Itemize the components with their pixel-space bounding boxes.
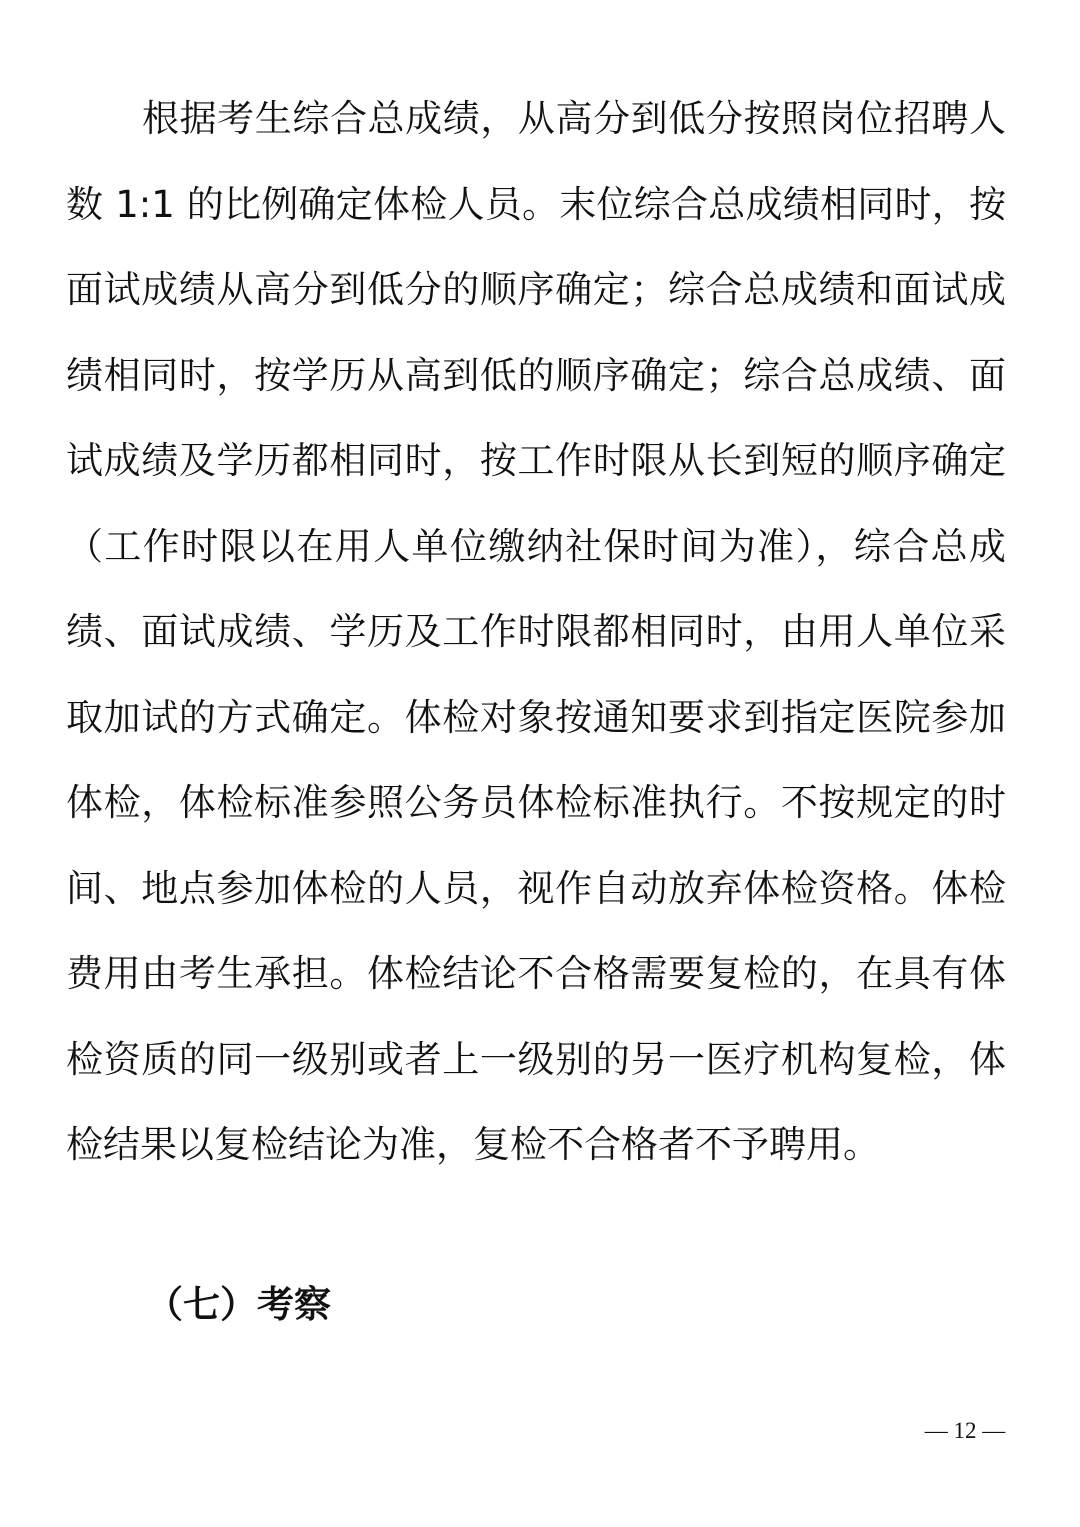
section-heading: （七）考察 bbox=[146, 1283, 331, 1326]
body-paragraph: 根据考生综合总成绩，从高分到低分按照岗位招聘人数 1:1 的比例确定体检人员。末位综合总成绩相同时，按面试成绩从高分到低分的顺序确定；综合总成绩和面试成绩相同时，按学历从高到低的顺序确定；综合总成绩、面试成绩及学历都相同时，按工作时限从长到短的顺序确定（工作时限以在用人单位缴纳社保时间为准），综合总成绩、面试成绩、学历及工作时限都相同时，由用人单位采取加试的方式确定。体检对象按通知要求到指定医院参加体检，体检标准参照公务员体检标准执行。不按规定的时间、地点参加体检的人员，视作自动放弃体检资格。体检费用由考生承担。体检结论不合格需要复检的，在具有体检资质的同一级别或者上一级别的另一医疗机构复检，体检结果以复检结论为准，复检不合格者不予聘用。 bbox=[66, 97, 1006, 1166]
page-number: — 12 — bbox=[924, 1418, 1006, 1443]
